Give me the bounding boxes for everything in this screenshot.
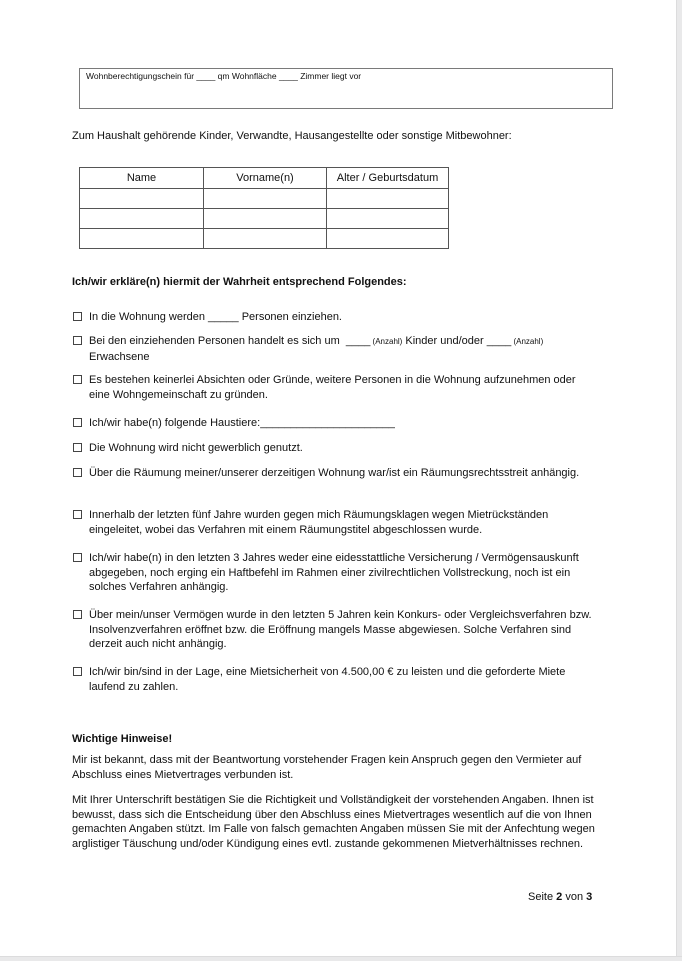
checkbox[interactable] xyxy=(73,553,82,562)
table-cell[interactable] xyxy=(327,229,449,249)
column-header-alter: Alter / Geburtsdatum xyxy=(327,168,449,189)
item-text: Ich/wir habe(n) in den letzten 3 Jahres weder eine eidesstattliche Versicherung / Vermögensauskunft abgegeben, noch erging ein Haftbefehl im Rahmen einer zivilrechtlichen Vollstreckung, noch ist ein solches Verfahren anhängig. xyxy=(89,552,579,593)
wbs-field-box[interactable] xyxy=(79,68,613,109)
table-cell[interactable] xyxy=(204,209,327,229)
anzahl-hint: (Anzahl) xyxy=(370,337,403,346)
item-text: Erwachsene xyxy=(89,350,150,363)
table-row xyxy=(80,209,449,229)
page-edge-shadow xyxy=(0,956,682,961)
total-pages: 3 xyxy=(586,891,593,903)
table-cell[interactable] xyxy=(80,229,204,249)
blank-line[interactable]: ____ xyxy=(486,335,512,347)
blank-line[interactable]: ____ xyxy=(345,335,371,347)
household-intro: Zum Haushalt gehörende Kinder, Verwandte, Hausangestellte oder sonstige Mitbewohner: xyxy=(72,130,512,142)
column-header-name: Name xyxy=(80,168,204,189)
table-cell[interactable] xyxy=(80,209,204,229)
item-text: Bei den einziehenden Personen handelt es sich um xyxy=(89,335,346,347)
item-text: Es bestehen keinerlei Absichten oder Gründe, weitere Personen in die Wohnung aufzunehmen oder eine Wohngemeinschaft zu gründen. xyxy=(89,374,576,401)
item-text: Kinder und/oder xyxy=(402,335,487,347)
blank-line[interactable]: ______________________ xyxy=(260,417,395,429)
wbs-field-label: Wohnberechtigungschein für ____ qm Wohnfläche ____ Zimmer liegt vor xyxy=(86,71,362,81)
page-label: Seite xyxy=(528,891,557,903)
item-text: Die Wohnung wird nicht gewerblich genutzt. xyxy=(89,442,303,454)
household-table xyxy=(79,167,449,249)
table-cell[interactable] xyxy=(204,189,327,209)
item-text: Ich/wir habe(n) folgende Haustiere: xyxy=(89,417,261,429)
blank-line[interactable]: _____ xyxy=(208,311,239,323)
page-label: von xyxy=(562,891,587,903)
notes-paragraph: Mit Ihrer Unterschrift bestätigen Sie die Richtigkeit und Vollständigkeit der vorstehenden Angaben. Ihnen ist bewusst, dass sich die Entscheidung über den Abschluss eines Mietvertrages wesentlich auf die von Ihnen gemachten Angaben stützt. Im Falle von falsch gemachten Angaben müssen Sie mit der Anfechtung wegen arglistiger Täuschung und/oder Kündigung eines evtl. zustande gekommenen Mietverhältnisses rechnen. xyxy=(72,794,595,850)
anzahl-hint: (Anzahl) xyxy=(511,337,544,346)
checkbox[interactable] xyxy=(73,336,82,345)
table-header-row xyxy=(80,168,449,189)
table-cell[interactable] xyxy=(327,189,449,209)
item-text: Ich/wir bin/sind in der Lage, eine Mietsicherheit von 4.500,00 € zu leisten und die geforderte Miete laufend zu zahlen. xyxy=(89,666,566,693)
page-edge-shadow xyxy=(676,0,682,960)
current-page: 2 xyxy=(556,891,563,903)
column-header-vorname: Vorname(n) xyxy=(204,168,327,189)
table-row xyxy=(80,189,449,209)
table-cell[interactable] xyxy=(204,229,327,249)
checkbox[interactable] xyxy=(73,468,82,477)
table-cell[interactable] xyxy=(80,189,204,209)
page-number xyxy=(528,891,592,903)
checkbox[interactable] xyxy=(73,510,82,519)
declaration-heading: Ich/wir erkläre(n) hiermit der Wahrheit entsprechend Folgendes: xyxy=(72,276,407,288)
item-text: Über die Räumung meiner/unserer derzeitigen Wohnung war/ist ein Räumungsrechtsstreit anhängig. xyxy=(89,467,580,479)
table-cell[interactable] xyxy=(327,209,449,229)
item-text: Personen einziehen. xyxy=(238,311,342,323)
item-text: Über mein/unser Vermögen wurde in den letzten 5 Jahren kein Konkurs- oder Vergleichsverfahren bzw. Insolvenzverfahren eröffnet bzw. die Eröffnung mangels Masse abgewiesen. Solche Verfahren sind derzeit auch nicht anhängig. xyxy=(89,609,592,650)
checkbox[interactable] xyxy=(73,610,82,619)
checkbox[interactable] xyxy=(73,443,82,452)
item-text: Innerhalb der letzten fünf Jahre wurden gegen mich Räumungsklagen wegen Mietrückständen eingeleitet, wobei das Verfahren mit einem Räumungstitel abgeschlossen wurde. xyxy=(89,509,549,536)
checkbox[interactable] xyxy=(73,667,82,676)
checkbox[interactable] xyxy=(73,418,82,427)
table-row xyxy=(80,229,449,249)
checkbox[interactable] xyxy=(73,375,82,384)
checkbox[interactable] xyxy=(73,312,82,321)
notes-title: Wichtige Hinweise! xyxy=(72,733,173,745)
notes-paragraph: Mir ist bekannt, dass mit der Beantwortung vorstehender Fragen kein Anspruch gegen den Vermieter auf Abschluss eines Mietvertrages verbunden ist. xyxy=(72,754,582,781)
item-text: In die Wohnung werden xyxy=(89,311,209,323)
